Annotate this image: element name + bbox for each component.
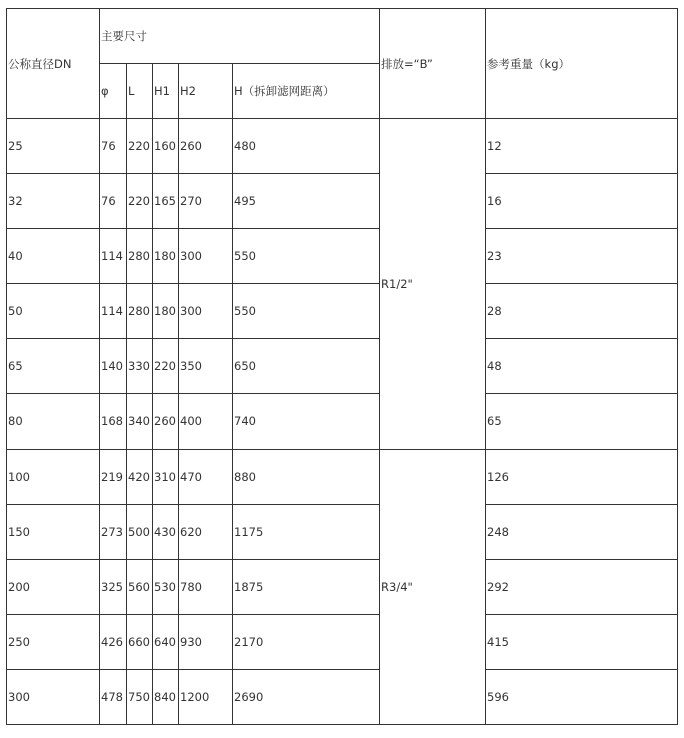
cell-drain-group-2: R3/4" [380,449,486,725]
cell-phi: 219 [100,449,127,504]
cell-phi: 325 [100,559,127,614]
cell-dn: 300 [7,669,100,724]
cell-h2: 400 [179,394,233,449]
cell-h: 550 [233,284,380,339]
table-row [7,229,678,284]
cell-dn: 40 [7,229,100,284]
header-h1: H1 [153,64,179,119]
cell-h1: 220 [153,339,179,394]
table-row [7,614,678,669]
cell-h: 1875 [233,559,380,614]
cell-dn: 80 [7,394,100,449]
cell-weight: 65 [486,394,678,449]
cell-dn: 25 [7,119,100,174]
cell-phi: 114 [100,284,127,339]
cell-phi: 114 [100,229,127,284]
header-row-top [7,9,678,64]
cell-h: 2170 [233,614,380,669]
cell-dn: 150 [7,504,100,559]
cell-l: 560 [127,559,153,614]
cell-weight: 12 [486,119,678,174]
cell-dn: 65 [7,339,100,394]
cell-weight: 415 [486,614,678,669]
header-phi: φ [100,64,127,119]
cell-dn: 250 [7,614,100,669]
cell-dn: 100 [7,449,100,504]
table-row [7,669,678,724]
header-main-dims: 主要尺寸 [100,9,380,64]
cell-h2: 930 [179,614,233,669]
cell-l: 330 [127,339,153,394]
cell-l: 280 [127,229,153,284]
cell-h2: 620 [179,504,233,559]
cell-phi: 168 [100,394,127,449]
cell-h1: 310 [153,449,179,504]
cell-dn: 32 [7,174,100,229]
cell-h2: 350 [179,339,233,394]
table-row [7,394,678,449]
table-row [7,174,678,229]
cell-h: 1175 [233,504,380,559]
cell-h1: 530 [153,559,179,614]
cell-weight: 126 [486,449,678,504]
cell-weight: 596 [486,669,678,724]
cell-weight: 292 [486,559,678,614]
cell-l: 220 [127,119,153,174]
cell-h2: 780 [179,559,233,614]
header-h: H（拆卸滤网距离） [233,64,380,119]
cell-l: 750 [127,669,153,724]
cell-h1: 180 [153,284,179,339]
cell-l: 420 [127,449,153,504]
cell-drain-group-1: R1/2" [380,119,486,449]
table-row [7,504,678,559]
header-dn: 公称直径DN [7,9,100,119]
cell-phi: 140 [100,339,127,394]
cell-phi: 273 [100,504,127,559]
cell-phi: 426 [100,614,127,669]
cell-weight: 16 [486,174,678,229]
cell-h2: 300 [179,284,233,339]
cell-h1: 160 [153,119,179,174]
header-drain: 排放=“B” [380,9,486,119]
cell-h1: 180 [153,229,179,284]
cell-h1: 165 [153,174,179,229]
header-h2: H2 [179,64,233,119]
cell-l: 660 [127,614,153,669]
cell-h: 495 [233,174,380,229]
cell-h2: 270 [179,174,233,229]
table-row [7,339,678,394]
cell-phi: 76 [100,174,127,229]
cell-h: 2690 [233,669,380,724]
cell-phi: 76 [100,119,127,174]
header-weight: 参考重量（kg） [486,9,678,119]
cell-dn: 50 [7,284,100,339]
dimension-table [6,8,678,725]
cell-h2: 260 [179,119,233,174]
cell-h1: 260 [153,394,179,449]
header-l: L [127,64,153,119]
table-row [7,449,678,504]
cell-h: 880 [233,449,380,504]
cell-h: 650 [233,339,380,394]
cell-h: 550 [233,229,380,284]
cell-l: 500 [127,504,153,559]
cell-h2: 1200 [179,669,233,724]
cell-weight: 48 [486,339,678,394]
cell-weight: 248 [486,504,678,559]
cell-phi: 478 [100,669,127,724]
cell-dn: 200 [7,559,100,614]
table-row [7,284,678,339]
cell-h1: 840 [153,669,179,724]
cell-weight: 28 [486,284,678,339]
cell-l: 280 [127,284,153,339]
cell-l: 220 [127,174,153,229]
cell-h: 480 [233,119,380,174]
cell-l: 340 [127,394,153,449]
cell-h2: 300 [179,229,233,284]
cell-h: 740 [233,394,380,449]
cell-h1: 640 [153,614,179,669]
cell-h1: 430 [153,504,179,559]
table-row [7,559,678,614]
cell-h2: 470 [179,449,233,504]
cell-weight: 23 [486,229,678,284]
table-row [7,119,678,174]
